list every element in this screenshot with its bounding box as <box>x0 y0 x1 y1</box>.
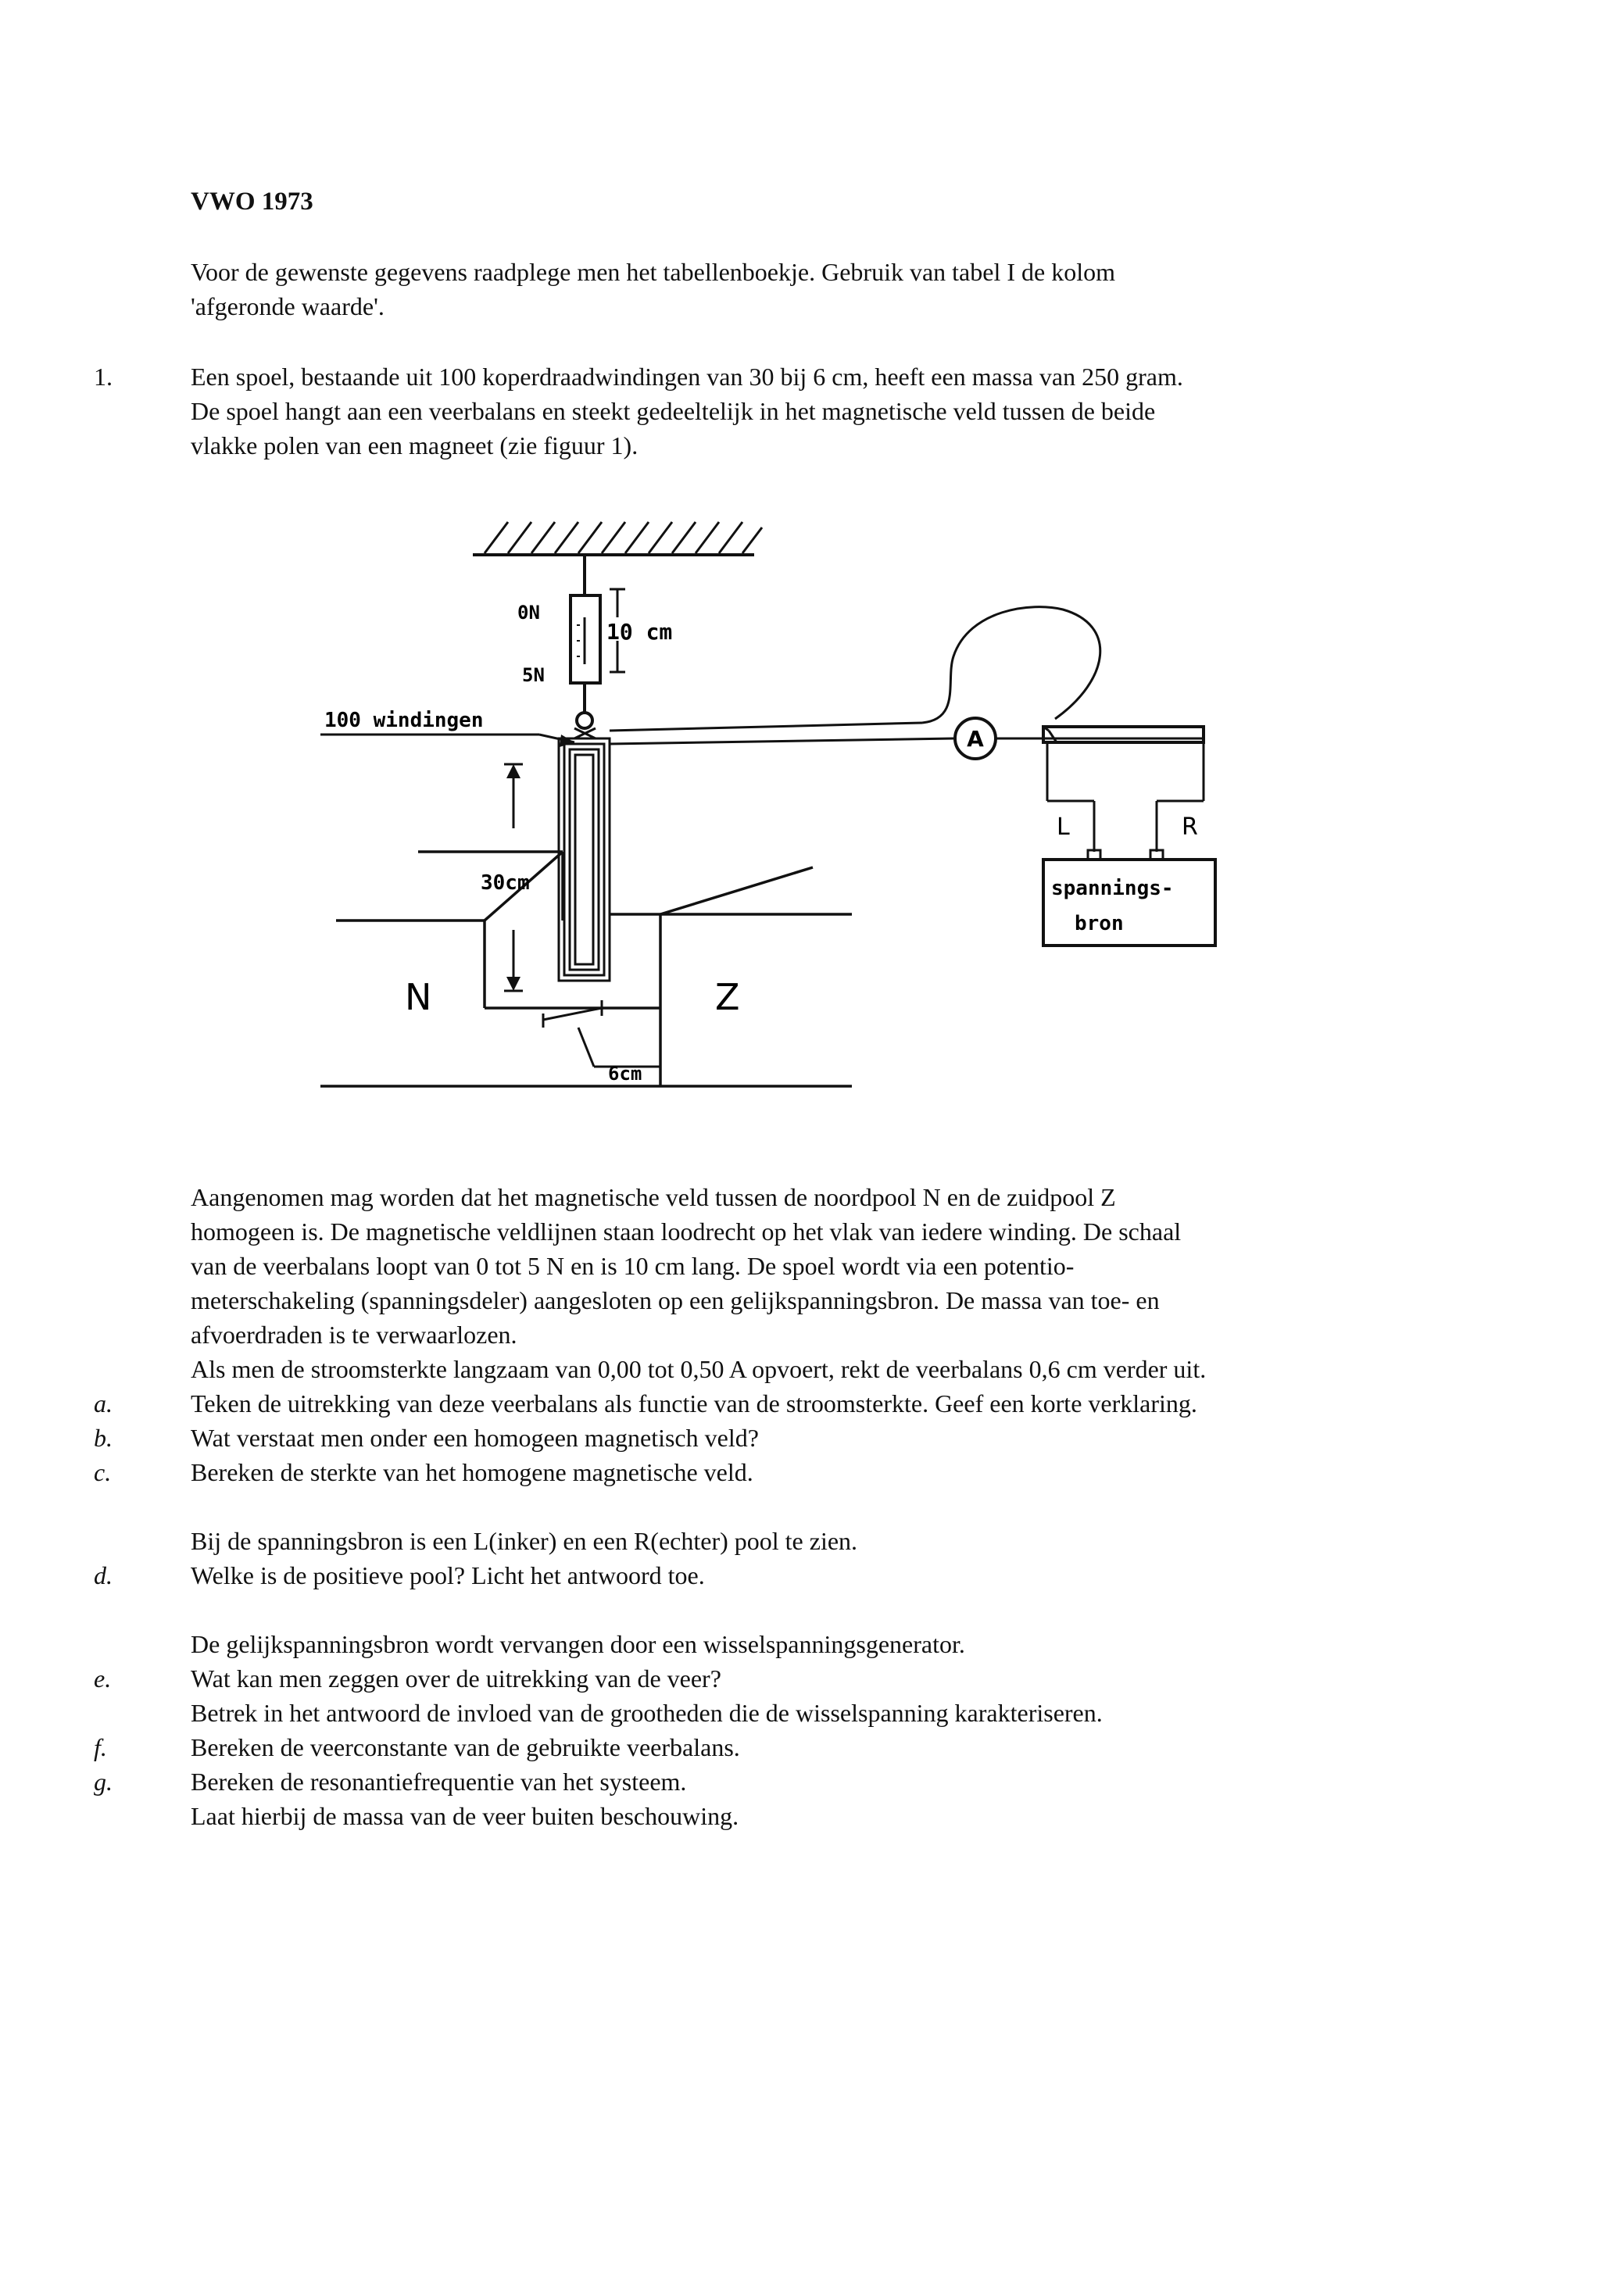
potentiometer <box>1043 727 1204 742</box>
label-10cm: 10 cm <box>606 619 673 645</box>
subquestion-f <box>94 1730 740 1764</box>
subquestion-label: g. <box>94 1768 113 1796</box>
subquestion-b <box>94 1421 759 1455</box>
magnet-south <box>320 867 852 1086</box>
circuit-wires <box>610 607 1204 744</box>
subquestion-g-continued: Laat hierbij de massa van de veer buiten beschouwing. <box>191 1802 739 1830</box>
context-line-6: Als men de stroomsterkte langzaam van 0,00 tot 0,50 A opvoert, rekt de veerbalans 0,6 cm verder uit. <box>191 1355 1207 1383</box>
label-6cm: 6cm <box>608 1063 642 1085</box>
subquestion-e-intro: De gelijkspanningsbron wordt vervangen door een wisselspanningsgenerator. <box>191 1630 965 1658</box>
subquestion-label: c. <box>94 1458 112 1486</box>
subquestion-c <box>94 1455 753 1489</box>
ceiling-hatching <box>485 522 762 553</box>
subquestion-text: Bereken de sterkte van het homogene magnetische veld. <box>191 1458 753 1486</box>
label-R: R <box>1182 813 1198 841</box>
subquestion-label: a. <box>94 1389 113 1417</box>
question-number: 1. <box>94 363 113 391</box>
label-source-1: spannings- <box>1051 877 1174 900</box>
label-windings: 100 windingen <box>324 709 484 732</box>
page-title: VWO 1973 <box>191 188 313 216</box>
subquestion-d <box>94 1558 705 1593</box>
figure-1-diagram <box>0 0 1624 1133</box>
coil <box>559 728 610 981</box>
subquestion-a <box>94 1386 1197 1421</box>
subquestion-text: Wat verstaat men onder een homogeen magnetisch veld? <box>191 1424 759 1452</box>
context-line-3: van de veerbalans loopt van 0 tot 5 N en is 10 cm lang. De spoel wordt via een potentio- <box>191 1252 1075 1280</box>
spring-balance <box>571 556 600 728</box>
label-5N: 5N <box>522 664 545 686</box>
subquestion-e <box>94 1661 721 1696</box>
subquestion-d-intro: Bij de spanningsbron is een L(inker) en een R(echter) pool te zien. <box>191 1527 858 1555</box>
width-dimension <box>543 1000 660 1067</box>
subquestion-g <box>94 1764 686 1799</box>
subquestion-e-continued: Betrek in het antwoord de invloed van de grootheden die de wisselspanning karakteriseren. <box>191 1699 1103 1727</box>
subquestion-text: Welke is de positieve pool? Licht het antwoord toe. <box>191 1561 705 1589</box>
subquestion-label: b. <box>94 1424 113 1452</box>
subquestion-label: d. <box>94 1561 113 1589</box>
context-line-5: afvoerdraden is te verwaarlozen. <box>191 1321 517 1349</box>
intro-line-1: Voor de gewenste gegevens raadplege men het tabellenboekje. Gebruik van tabel I de kolom <box>191 258 1115 286</box>
context-line-1: Aangenomen mag worden dat het magnetische veld tussen de noordpool N en de zuidpool Z <box>191 1183 1116 1211</box>
subquestion-text: Wat kan men zeggen over de uitrekking van de veer? <box>191 1664 721 1693</box>
question-1-line-3: vlakke polen van een magneet (zie figuur 1). <box>191 431 639 459</box>
label-0N: 0N <box>517 602 540 624</box>
subquestion-text: Teken de uitrekking van deze veerbalans als functie van de stroomsterkte. Geef een korte verklaring. <box>191 1389 1197 1417</box>
context-line-2: homogeen is. De magnetische veldlijnen staan loodrecht op het vlak van iedere winding. De schaal <box>191 1217 1182 1246</box>
label-ammeter: A <box>967 726 984 752</box>
subquestion-label: e. <box>94 1664 112 1693</box>
label-source-2: bron <box>1075 912 1124 935</box>
question-1-line-2: De spoel hangt aan een veerbalans en steekt gedeeltelijk in het magnetische veld tussen de beide <box>191 397 1156 425</box>
voltage-source <box>1043 860 1215 946</box>
subquestion-text: Bereken de resonantiefrequentie van het systeem. <box>191 1768 687 1796</box>
label-L: L <box>1057 813 1070 841</box>
label-Z: Z <box>715 976 740 1018</box>
context-line-4: meterschakeling (spanningsdeler) aangesloten op een gelijkspanningsbron. De massa van toe- en <box>191 1286 1160 1314</box>
subquestion-text: Bereken de veerconstante van de gebruikte veerbalans. <box>191 1733 740 1761</box>
intro-line-2: 'afgeronde waarde'. <box>191 292 385 320</box>
label-30cm: 30cm <box>481 871 530 895</box>
subquestion-label: f. <box>94 1733 107 1761</box>
question-text: Een spoel, bestaande uit 100 koperdraadwindingen van 30 bij 6 cm, heeft een massa van 250 gram. <box>191 363 1183 391</box>
label-N: N <box>405 976 432 1018</box>
